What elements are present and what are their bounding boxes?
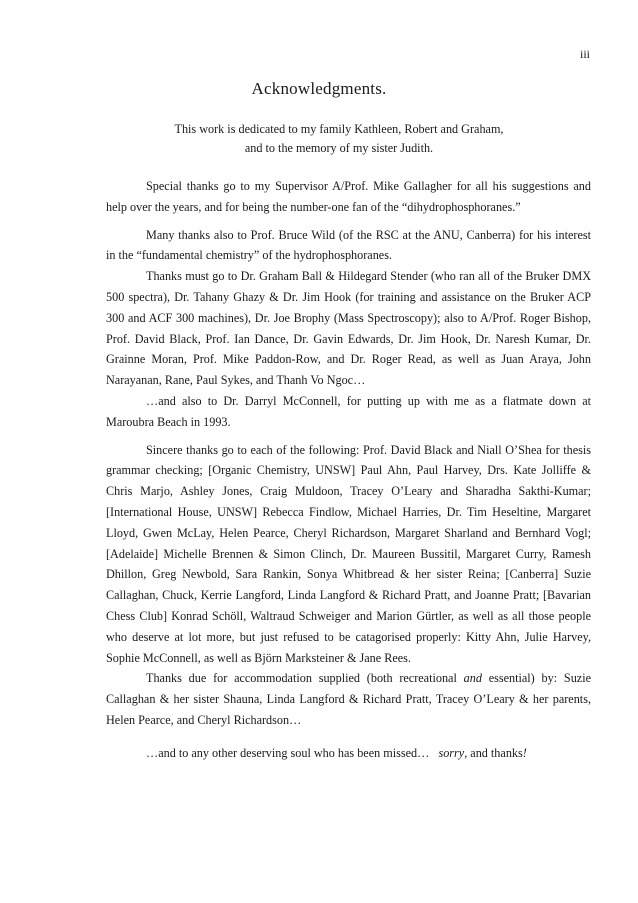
paragraph-bruce-wild: Many thanks also to Prof. Bruce Wild (of the RSC at the ANU, Canberra) for his interest in the “fundamental chemistry” of the hydrophosphoranes. xyxy=(106,227,591,263)
acknowledgments-body xyxy=(106,176,591,764)
accommodation-emphasis: and xyxy=(463,671,482,686)
paragraph-spectra-thanks: Thanks must go to Dr. Graham Ball & Hildegard Stender (who ran all of the Bruker DMX 500 spectra), Dr. Tahany Ghazy & Dr. Jim Hook (for training and assistance on the Bruker ACP 300 and ACF 300 machines), Dr. Joe Brophy (Mass Spectroscopy); also to A/Prof. Roger Bishop, Prof. David Black, Prof. Ian Dance, Dr. Gavin Edwards, Dr. Jim Hook, Dr. Naresh Kumar, Dr. Grainne Moran, Prof. Mike Paddon-Row, and Dr. Roger Read, as well as Juan Araya, John Narayanan, Rane, Paul Sykes, and Thanh Vo Ngoc… xyxy=(106,269,591,388)
closing-exclamation: ! xyxy=(522,745,527,760)
closing-text-middle: , and thanks xyxy=(464,745,523,760)
closing-sorry: sorry xyxy=(438,745,465,760)
paragraph-accommodation xyxy=(106,668,591,730)
dedication-line-1: This work is dedicated to my family Kathleen, Robert and Graham, xyxy=(174,122,504,136)
dedication xyxy=(0,120,638,158)
page-number: iii xyxy=(579,47,590,61)
paragraph-closing xyxy=(106,743,591,764)
accommodation-text-start: Thanks due for accommodation supplied (both recreational xyxy=(146,671,464,686)
paragraph-sincere-thanks: Sincere thanks go to each of the following: Prof. David Black and Niall O’Shea for thesis grammar checking; [Organic Chemistry, UNSW] Paul Ahn, Paul Harvey, Drs. Kate Jolliffe & Chris Marjo, Ashley Jones, Craig Muldoon, Tracey O’Leary and Sharadha Sakthi-Kumar; [International House, UNSW] Rebecca Findlow, Michael Harries, Dr. Tim Heseltine, Margaret Lloyd, Gwen McLay, Helen Pearce, Cheryl Richardson, Margaret Sharland and Bernhard Vogl; [Adelaide] Michelle Brennen & Simon Clinch, Dr. Maureen Bussitil, Margaret Curry, Ramesh Dhillon, Greg Newbold, Sara Rankin, Sonya Whitbread & her sister Reina; [Canberra] Suzie Callaghan, Chuck, Kerrie Langford, Linda Langford & Richard Pratt, and Joanne Pratt; [Bavarian Chess Club] Konrad Schöll, Waltraud Schweiger and Marion Gürtler, as well as all those people who deserve at lot more, but just refused to be catagorised properly: Kitty Ahn, Julie Harvey, Sophie McConnell, as well as Björn Marksteiner & Jane Rees. xyxy=(106,442,591,665)
closing-text-start: …and to any other deserving soul who has been missed… xyxy=(146,745,439,760)
accommodation-text-end: essential) by: Suzie Callaghan & her sister Shauna, Linda Langford & Richard Pratt, Tracey O’Leary & her parents, Helen Pearce, and Cheryl Richardson… xyxy=(106,671,591,727)
paragraph-flatmate: …and also to Dr. Darryl McConnell, for putting up with me as a flatmate down at Maroubra Beach in 1993. xyxy=(106,393,591,429)
dedication-line-2: and to the memory of my sister Judith. xyxy=(244,141,434,155)
paragraph-supervisor: Special thanks go to my Supervisor A/Prof. Mike Gallagher for all his suggestions and help over the years, and for being the number-one fan of the “dihydrophosphoranes.” xyxy=(106,179,591,214)
page-title: Acknowledgments. xyxy=(251,79,387,98)
